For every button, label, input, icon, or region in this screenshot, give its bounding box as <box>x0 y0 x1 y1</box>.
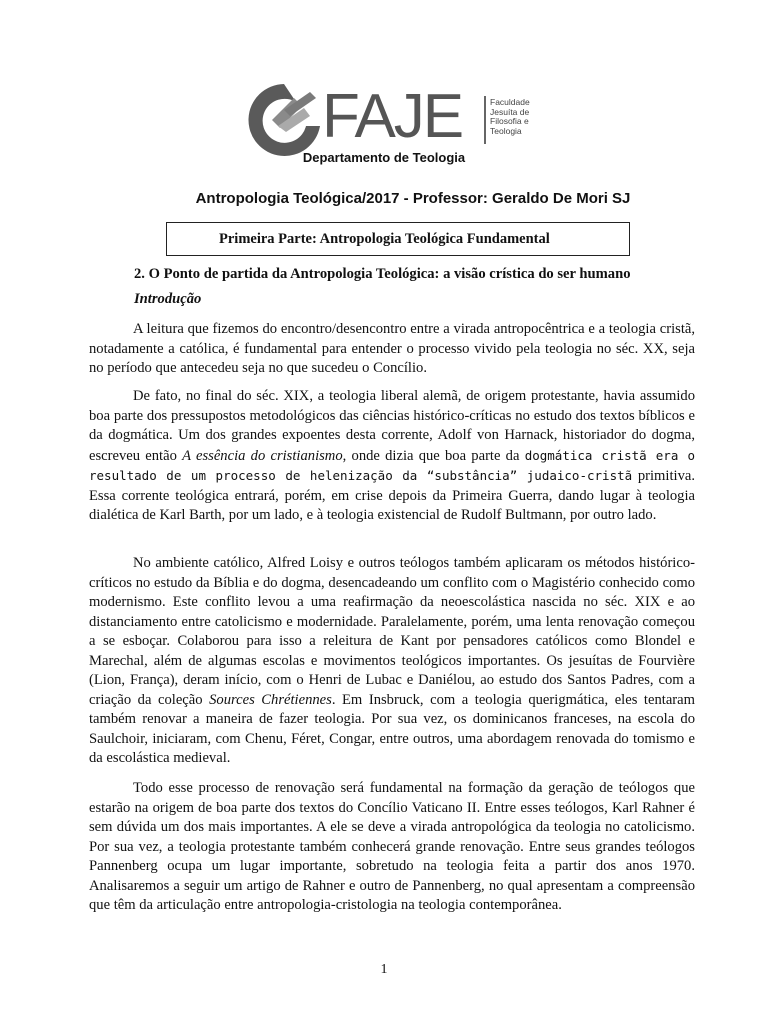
paragraph-3 <box>89 554 695 769</box>
logo-divider <box>484 96 486 144</box>
section-title: 2. O Ponto de partida da Antropologia Teológica: a visão crística do ser humano <box>134 266 631 282</box>
faje-logo <box>244 80 544 156</box>
logo-line: Faculdade <box>490 97 530 107</box>
paragraph-1: A leitura que fizemos do encontro/desencontro entre a virada antropocêntrica e a teologia cristã, notadamente a católica, é fundamental para entender o processo vivido pela teologia no séc. XX, seja no período que antecedeu seja no que sucedeu o Concílio. <box>89 321 695 376</box>
paragraph-2 <box>89 387 695 526</box>
paragraph-text: . Em Insbruck, com a teologia querigmática, eles tentaram também renovar a maneira de fazer teologia. Por sua vez, os dominicanos franceses, na escola do Saulchoir, iniciaram, com Chenu, Féret, Congar, entre outros, uma abordagem renovada do tomismo e da escolástica medieval. <box>89 691 695 766</box>
part-heading-box: Primeira Parte: Antropologia Teológica Fundamental <box>166 222 630 256</box>
page-number: 1 <box>380 962 388 977</box>
intro-heading: Introdução <box>134 291 202 307</box>
book-title: A essência do cristianismo <box>182 447 343 464</box>
paragraph-text: De fato, no final do séc. XIX, a teologia liberal alemã, de origem protestante, havia assumido boa parte dos pressupostos metodológicos das ciências histórico-críticas no estudo dos textos bíblicos e da dogmática. Um dos grandes expoentes desta corrente, Adolf von Harnack, historiador do dogma, escreveu então <box>89 388 695 464</box>
logo-line: Jesuíta de <box>490 106 530 117</box>
paragraph-4: Todo esse processo de renovação será fundamental na formação da geração de teólogos que estarão na origem de boa parte dos textos do Concílio Vaticano II. Entre esses teólogos, Karl Rahner é sem dúvida um dos mais importantes. A ele se deve a virada antropológica da teologia no catolicismo. Por sua vez, a teologia protestante também conhecerá grande renovação. Entre seus grandes teólogos Pannenberg ocupa um lugar importante, sobretudo na teologia feita a partir dos anos 1970. Analisaremos a seguir um artigo de Rahner e outro de Pannenberg, no qual apresentam a compreensão que têm da articulação entre antropologia-cristologia na teologia contemporânea. <box>89 780 695 913</box>
logo-line: Teologia <box>490 125 522 136</box>
paragraph-text-mono: dogmática cristã era o resultado de um processo de helenização da “substância” judaico-cristã <box>89 447 695 483</box>
collection-title: Sources Chrétiennes <box>209 691 332 708</box>
logo-wordmark: FAJE <box>322 82 463 151</box>
paragraph-text: primitiva. Essa corrente teológica entrará, porém, em crise depois da Primeira Guerra, dando lugar à teologia dialética de Karl Barth, por um lado, e à teologia existencial de Rudolf Bultmann, por outro lado. <box>89 468 695 523</box>
paragraph-text: No ambiente católico, Alfred Loisy e outros teólogos também aplicaram os métodos histórico-críticos no estudo da Bíblia e do dogma, desencadeando um conflito com o Magistério conhecido como modernismo. Este conflito levou a uma reafirmação da neoescolástica nascida no séc. XIX e ao distanciamento entre catolicismo e modernidade. Paralelamente, porém, uma lenta renovação começou a se esboçar. Colaborou para isso a releitura de Kant por pensadores católicos como Blondel e Marechal, além de algumas escolas e movimentos teológicos importantes. Os jesuítas de Fourvière (Lion, França), deram início, com o Henri de Lubac e Daniélou, ao estudo dos Santos Padres, com a criação da coleção <box>89 555 695 708</box>
department-title: Departamento de Teologia <box>302 150 466 165</box>
logo-emblem-icon <box>244 80 324 156</box>
course-title: Antropologia Teológica/2017 - Professor: Geraldo De Mori SJ <box>195 190 631 207</box>
logo-institution-name <box>490 98 550 136</box>
paragraph-text: , onde dizia que boa parte da <box>342 447 525 464</box>
logo-line: Filosofia e <box>490 116 529 126</box>
